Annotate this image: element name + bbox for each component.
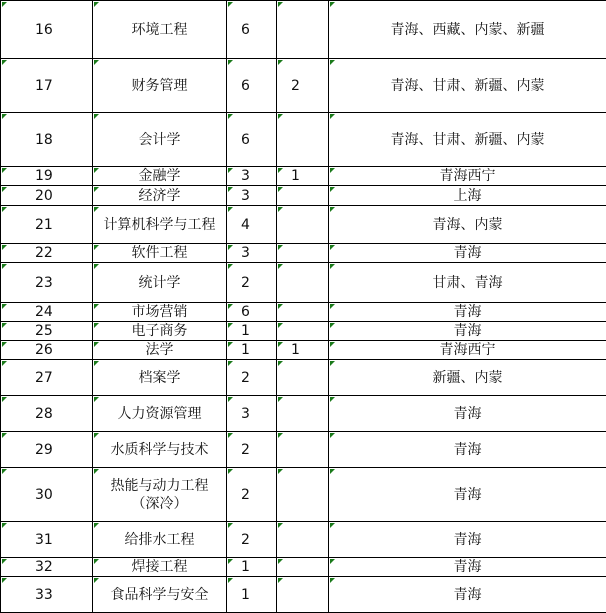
region-value: 青海西宁 bbox=[440, 168, 496, 184]
count-value: 6 bbox=[241, 132, 250, 148]
row-number: 30 bbox=[35, 487, 53, 503]
region-value: 新疆、内蒙 bbox=[433, 370, 503, 386]
count-value: 3 bbox=[241, 406, 250, 422]
table-row bbox=[1, 59, 606, 113]
count-value: 1 bbox=[241, 323, 250, 339]
major-name: 给排水工程 bbox=[125, 531, 195, 549]
row-number: 32 bbox=[35, 559, 53, 575]
major-name: 食品科学与安全 bbox=[111, 586, 209, 604]
table-row bbox=[1, 167, 606, 186]
table-row bbox=[1, 1, 606, 59]
table-row bbox=[1, 303, 606, 322]
region-value: 甘肃、青海 bbox=[433, 275, 503, 291]
major-name: 法学 bbox=[146, 341, 174, 359]
count-value: 1 bbox=[241, 559, 250, 575]
table-row bbox=[1, 396, 606, 432]
row-number: 28 bbox=[35, 406, 53, 422]
table-row bbox=[1, 322, 606, 341]
major-name: 统计学 bbox=[139, 274, 181, 292]
region-value: 青海 bbox=[454, 559, 482, 575]
count-value: 4 bbox=[241, 217, 250, 233]
region-value: 青海西宁 bbox=[440, 342, 496, 358]
major-name: 焊接工程 bbox=[132, 558, 188, 576]
table-row bbox=[1, 360, 606, 396]
region-value: 上海 bbox=[454, 188, 482, 204]
table-row bbox=[1, 341, 606, 360]
major-name: 档案学 bbox=[139, 369, 181, 387]
row-number: 29 bbox=[35, 442, 53, 458]
table-row bbox=[1, 113, 606, 167]
region-value: 青海 bbox=[454, 245, 482, 261]
count-value: 2 bbox=[241, 532, 250, 548]
count-value: 3 bbox=[241, 245, 250, 261]
region-value: 青海 bbox=[454, 304, 482, 320]
major-name: 金融学 bbox=[139, 167, 181, 185]
row-number: 18 bbox=[35, 132, 53, 148]
row-number: 20 bbox=[35, 188, 53, 204]
region-value: 青海 bbox=[454, 323, 482, 339]
table-row bbox=[1, 206, 606, 244]
count-value: 1 bbox=[241, 587, 250, 603]
major-name: 经济学 bbox=[139, 187, 181, 205]
major-name: 电子商务 bbox=[132, 322, 188, 340]
major-name: 人力资源管理 bbox=[118, 405, 202, 423]
region-value: 青海 bbox=[454, 442, 482, 458]
table-row bbox=[1, 432, 606, 468]
count-value: 2 bbox=[241, 442, 250, 458]
table-row bbox=[1, 244, 606, 263]
table-row bbox=[1, 468, 606, 522]
row-number: 23 bbox=[35, 275, 53, 291]
count-value: 3 bbox=[241, 188, 250, 204]
count-value: 1 bbox=[241, 342, 250, 358]
row-number: 33 bbox=[35, 587, 53, 603]
row-number: 17 bbox=[35, 78, 53, 94]
table-row bbox=[1, 522, 606, 558]
row-number: 25 bbox=[35, 323, 53, 339]
major-name: 计算机科学与工程 bbox=[104, 216, 216, 234]
row-number: 31 bbox=[35, 532, 53, 548]
region-value: 青海 bbox=[454, 406, 482, 422]
count-value: 2 bbox=[241, 370, 250, 386]
count-value: 6 bbox=[241, 22, 250, 38]
region-value: 青海 bbox=[454, 487, 482, 503]
region-value: 青海、甘肃、新疆、内蒙 bbox=[391, 132, 545, 148]
major-name: 热能与动力工程（深冷） bbox=[100, 477, 220, 513]
region-value: 青海 bbox=[454, 587, 482, 603]
major-name: 会计学 bbox=[139, 131, 181, 149]
extra-value: 1 bbox=[291, 342, 300, 358]
count-value: 2 bbox=[241, 487, 250, 503]
major-name: 水质科学与技术 bbox=[111, 441, 209, 459]
row-number: 19 bbox=[35, 168, 53, 184]
table-row bbox=[1, 577, 606, 613]
row-number: 16 bbox=[35, 22, 53, 38]
row-number: 22 bbox=[35, 245, 53, 261]
region-value: 青海、内蒙 bbox=[433, 217, 503, 233]
row-number: 26 bbox=[35, 342, 53, 358]
count-value: 6 bbox=[241, 304, 250, 320]
extra-value: 1 bbox=[291, 168, 300, 184]
region-value: 青海 bbox=[454, 532, 482, 548]
table-row bbox=[1, 558, 606, 577]
count-value: 6 bbox=[241, 78, 250, 94]
extra-value: 2 bbox=[291, 78, 300, 94]
count-value: 2 bbox=[241, 275, 250, 291]
region-value: 青海、西藏、内蒙、新疆 bbox=[391, 22, 545, 38]
table-row bbox=[1, 186, 606, 206]
major-name: 环境工程 bbox=[132, 21, 188, 39]
major-name: 软件工程 bbox=[132, 244, 188, 262]
count-value: 3 bbox=[241, 168, 250, 184]
major-name: 财务管理 bbox=[132, 77, 188, 95]
major-name: 市场营销 bbox=[132, 303, 188, 321]
table-row bbox=[1, 263, 606, 303]
row-number: 21 bbox=[35, 217, 53, 233]
row-number: 27 bbox=[35, 370, 53, 386]
region-value: 青海、甘肃、新疆、内蒙 bbox=[391, 78, 545, 94]
row-number: 24 bbox=[35, 304, 53, 320]
